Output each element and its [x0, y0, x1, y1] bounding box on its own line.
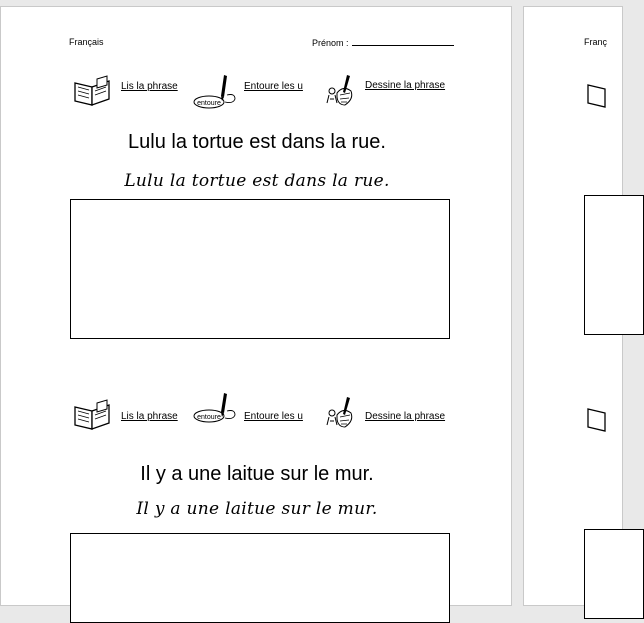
- instruction-row: [1, 69, 513, 109]
- drawing-box[interactable]: [584, 529, 644, 619]
- read-instruction: Lis la phrase: [121, 81, 178, 92]
- circle-instruction: Entoure les u: [244, 411, 303, 422]
- subject-label: Français: [69, 37, 104, 47]
- circle-icon-text: entoure: [197, 100, 221, 107]
- drawing-box[interactable]: [584, 195, 644, 335]
- worksheet-page: [0, 6, 512, 606]
- name-line: [352, 37, 454, 46]
- circle-instruction: Entoure les u: [244, 81, 303, 92]
- drawing-box[interactable]: [70, 199, 450, 339]
- pencil-circle-icon: [191, 71, 239, 109]
- open-book-icon: [586, 401, 606, 433]
- name-field: [312, 37, 454, 48]
- instruction-row: [1, 391, 513, 431]
- circle-icon-text: entoure: [197, 414, 221, 421]
- draw-instruction: Dessine la phrase: [365, 80, 446, 91]
- sentence-cursive: Il y a une laitue sur le mur.: [136, 499, 378, 519]
- sentence-print: Il y a une laitue sur le mur.: [140, 463, 374, 485]
- drawing-box[interactable]: [70, 533, 450, 623]
- drawing-hand-icon: [323, 73, 359, 109]
- sentence-print: Lulu la tortue est dans la rue.: [128, 131, 386, 153]
- subject-label: Franç: [584, 37, 608, 47]
- name-label: Prénom :: [312, 38, 349, 48]
- pencil-circle-icon: [191, 391, 239, 429]
- read-instruction: Lis la phrase: [121, 411, 178, 422]
- drawing-hand-icon: [323, 395, 359, 431]
- worksheet-page-next: [523, 6, 623, 606]
- sentence-cursive: Lulu la tortue est dans la rue.: [124, 171, 390, 191]
- draw-instruction: Dessine la phrase: [365, 411, 446, 422]
- open-book-icon: [73, 75, 113, 107]
- open-book-icon: [586, 77, 606, 109]
- open-book-icon: [73, 399, 113, 431]
